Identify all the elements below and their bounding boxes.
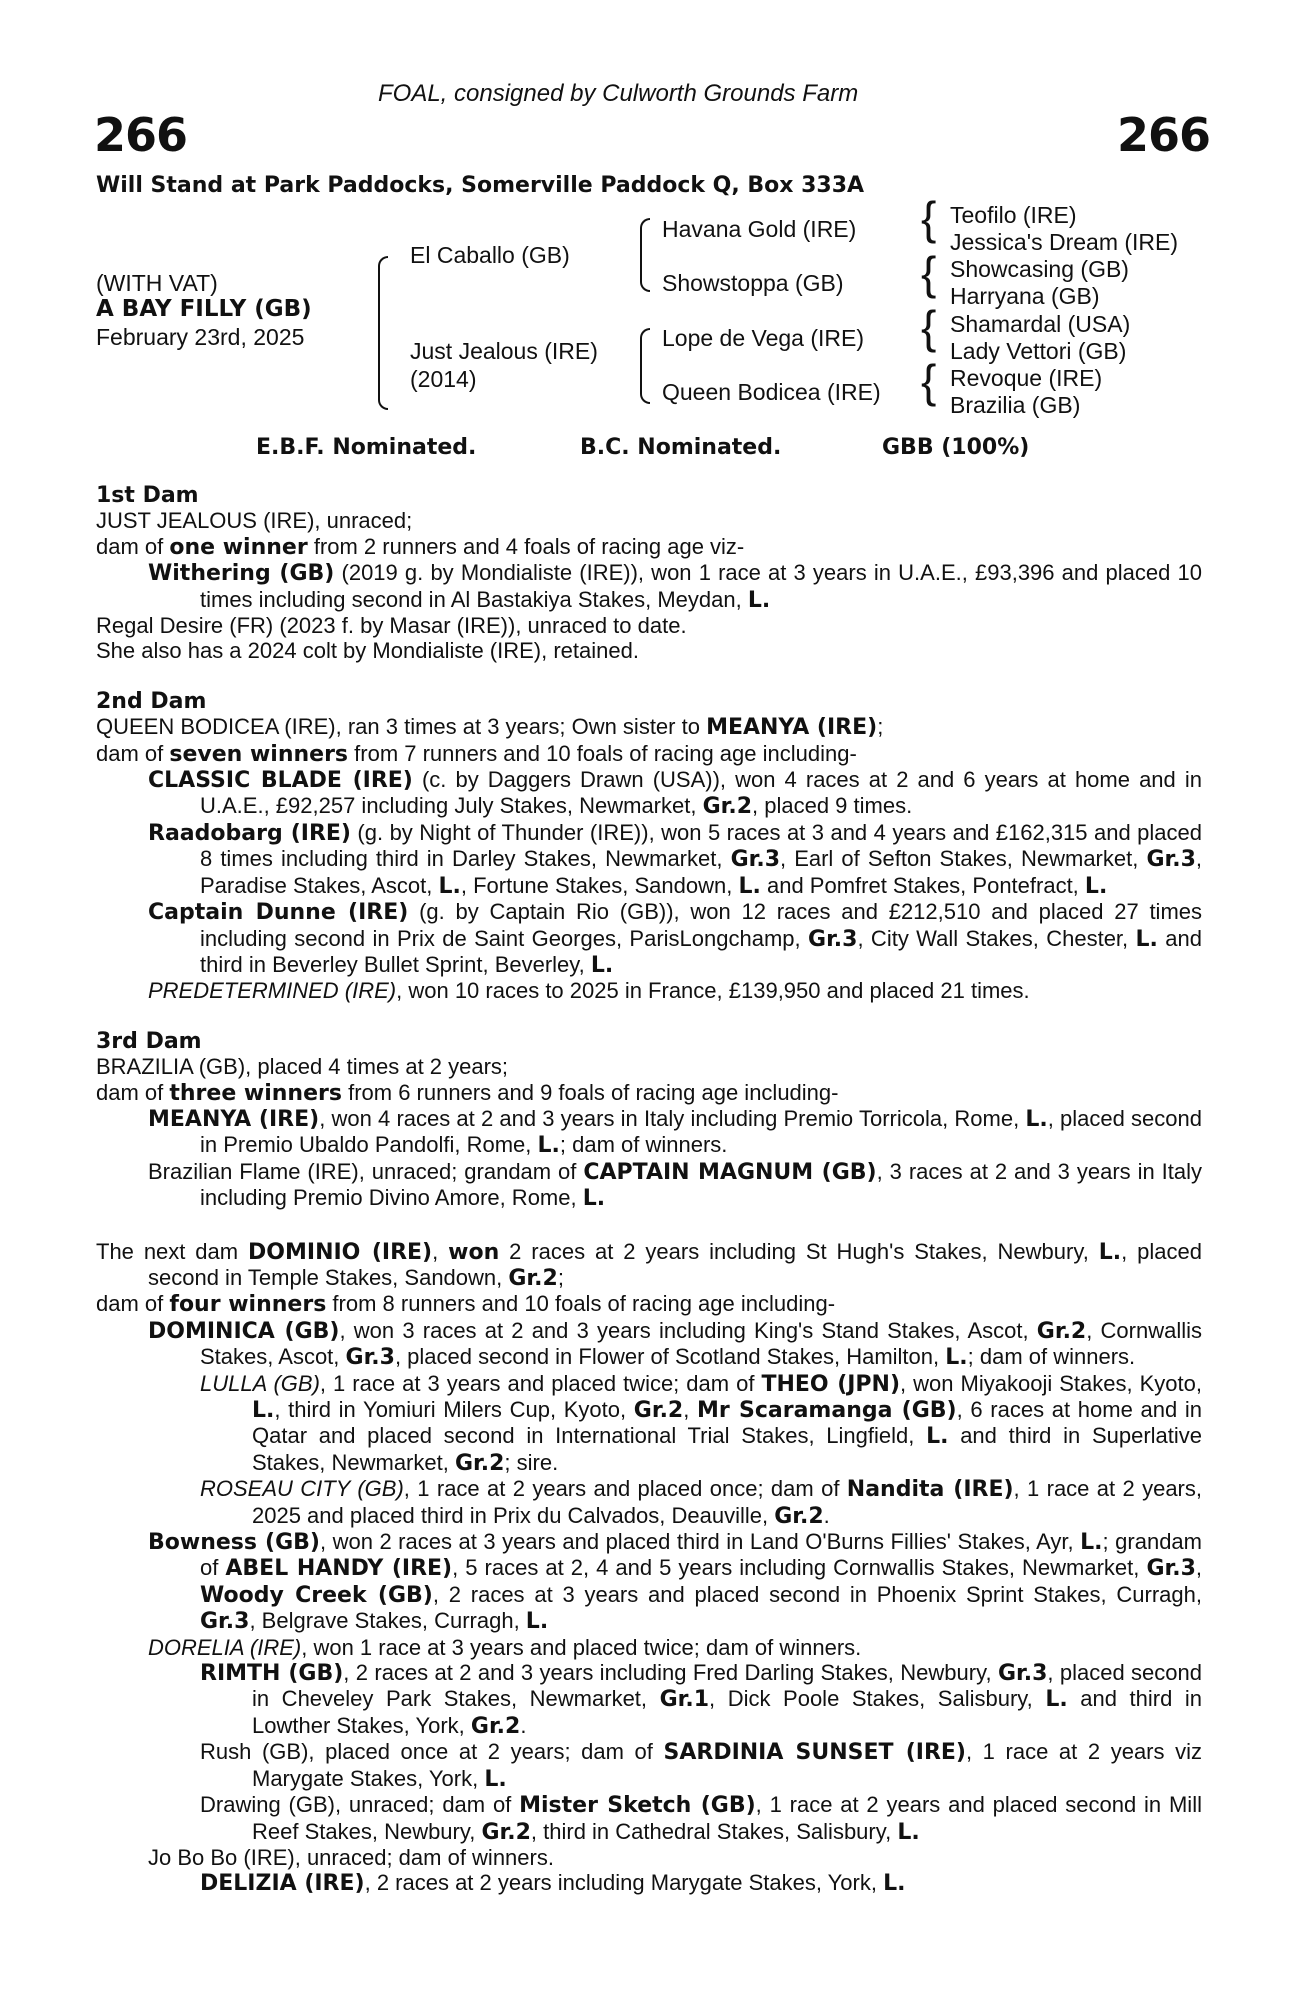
jo-bo-bo-produce-delizia: DELIZIA (IRE), 2 races at 2 years including Marygate Stakes, York, L.	[200, 1870, 906, 1897]
pedigree-gg3: Showcasing (GB)	[950, 256, 1129, 282]
pedigree-dam-sire: Lope de Vega (IRE)	[662, 325, 865, 351]
brace-g3: {	[921, 301, 937, 353]
vat-note: (WITH VAT)	[96, 270, 218, 296]
pedigree-gg6: Lady Vettori (GB)	[950, 338, 1127, 364]
brace-gen1	[378, 256, 388, 410]
brace-g2: {	[921, 247, 937, 299]
first-dam-line: JUST JEALOUS (IRE), unraced;	[96, 508, 413, 534]
first-dam-winner-withering: Withering (GB) (2019 g. by Mondialiste (IRE)), won 1 race at 3 years in U.A.E., £93,396 and placed 10 times including second in Al Bastakiya Stakes, Meydan, L.	[148, 560, 1202, 613]
catalogue-body	[96, 483, 1202, 1897]
pedigree-gg4: Harryana (GB)	[950, 283, 1100, 309]
brace-sire-side	[640, 218, 650, 292]
next-dam-winner-bowness: Bowness (GB), won 2 races at 3 years and placed third in Land O'Burns Fillies' Stakes, Ayr, L.; grandam of ABEL HANDY (IRE), 5 races at 2, 4 and 5 years including Cornwallis Stakes, Newmarket, Gr.3, Woody Creek (GB), 2 races at 3 years and placed second in Phoenix Sprint Stakes, Curragh, Gr.3, Belgrave Stakes, Curragh, L.	[148, 1529, 1202, 1635]
first-dam-heading: 1st Dam	[96, 483, 199, 508]
pedigree-dam-dam: Queen Bodicea (IRE)	[662, 379, 881, 405]
bc-nomination: B.C. Nominated.	[580, 435, 782, 460]
pedigree-gg5: Shamardal (USA)	[950, 311, 1131, 337]
first-dam-produce-summary: dam of one winner from 2 runners and 4 foals of racing age viz-	[96, 533, 745, 560]
next-dam-produce-jo-bo-bo: Jo Bo Bo (IRE), unraced; dam of winners.	[148, 1844, 554, 1870]
pedigree-dam-year: (2014)	[410, 366, 477, 392]
second-dam-line: QUEEN BODICEA (IRE), ran 3 times at 3 years; Own sister to MEANYA (IRE);	[96, 714, 884, 741]
ebf-nomination: E.B.F. Nominated.	[256, 435, 477, 460]
pedigree-sire-dam: Showstoppa (GB)	[662, 270, 844, 296]
third-dam-heading: 3rd Dam	[96, 1028, 202, 1054]
third-dam-winner-meanya: MEANYA (IRE), won 4 races at 2 and 3 years in Italy including Premio Torricola, Rome, L., placed second in Premio Ubaldo Pandolfi, Rome, L.; dam of winners.	[148, 1105, 1202, 1159]
pedigree-gg8: Brazilia (GB)	[950, 392, 1081, 418]
pedigree-dam: Just Jealous (IRE)	[410, 338, 598, 364]
pedigree-sire: El Caballo (GB)	[410, 242, 570, 268]
second-dam-winner-predetermined: PREDETERMINED (IRE), won 10 races to 2025 in France, £139,950 and placed 21 times.	[148, 978, 1030, 1004]
next-dam-winner-dominica: DOMINICA (GB), won 3 races at 2 and 3 years including King's Stand Stakes, Ascot, Gr.2, Cornwallis Stakes, Ascot, Gr.3, placed second in Flower of Scotland Stakes, Hamilton, L.; dam of winners.	[148, 1317, 1203, 1371]
consignor-line: FOAL, consigned by Culworth Grounds Farm	[378, 80, 859, 107]
brace-g4: {	[921, 355, 937, 407]
lot-number-right: 266	[1117, 108, 1211, 162]
brace-dam-side	[640, 328, 650, 404]
next-dam-produce-dorelia: DORELIA (IRE), won 1 race at 3 years and placed twice; dam of winners.	[148, 1634, 862, 1660]
horse-dob: February 23rd, 2025	[96, 324, 305, 350]
pedigree-gg7: Revoque (IRE)	[950, 365, 1103, 391]
second-dam-heading: 2nd Dam	[96, 688, 207, 714]
brace-g1: {	[921, 192, 937, 244]
first-dam-produce-regal-desire: Regal Desire (FR) (2023 f. by Masar (IRE)), unraced to date.	[96, 613, 687, 639]
pedigree-gg1: Teofilo (IRE)	[950, 202, 1077, 228]
second-dam-produce-summary: dam of seven winners from 7 runners and 10 foals of racing age including-	[96, 740, 857, 767]
pedigree-gg2: Jessica's Dream (IRE)	[950, 229, 1179, 255]
pedigree-sire-sire: Havana Gold (IRE)	[662, 216, 857, 242]
stabling-location: Will Stand at Park Paddocks, Somerville Paddock Q, Box 333A	[96, 173, 865, 198]
third-dam-line: BRAZILIA (GB), placed 4 times at 2 years;	[96, 1054, 509, 1080]
third-dam-produce-brazilian-flame: Brazilian Flame (IRE), unraced; grandam of CAPTAIN MAGNUM (GB), 3 races at 2 and 3 years in Italy including Premio Divino Amore, Rome, L.	[148, 1158, 1202, 1212]
dorelia-produce-rush: Rush (GB), placed once at 2 years; dam of SARDINIA SUNSET (IRE), 1 race at 2 years viz Marygate Stakes, York, L.	[200, 1739, 1202, 1792]
third-dam-produce-summary: dam of three winners from 6 runners and 9 foals of racing age including-	[96, 1079, 839, 1106]
dominica-produce-roseau-city: ROSEAU CITY (GB), 1 race at 2 years and placed once; dam of Nandita (IRE), 1 race at 2 years, 2025 and placed third in Prix du Calvados, Deauville, Gr.2.	[200, 1476, 1202, 1529]
second-dam-winner-captain-dunne: Captain Dunne (IRE) (g. by Captain Rio (GB)), won 12 races and £212,510 and placed 27 times including second in Prix de Saint Georges, ParisLongchamp, Gr.3, City Wall Stakes, Chester, L. and third in Beverley Bullet Sprint, Beverley, L.	[148, 899, 1203, 978]
second-dam-winner-raadobarg: Raadobarg (IRE) (g. by Night of Thunder (IRE)), won 5 races at 3 and 4 years and £162,315 and placed 8 times including third in Darley Stakes, Newmarket, Gr.3, Earl of Sefton Stakes, Newmarket, Gr.3, Paradise Stakes, Ascot, L., Fortune Stakes, Sandown, L. and Pomfret Stakes, Pontefract, L.	[148, 819, 1202, 899]
next-dam-line: The next dam DOMINIO (IRE), won 2 races at 2 years including St Hugh's Stakes, Newbury, L., placed second in Temple Stakes, Sandown, Gr.2;	[96, 1238, 1202, 1291]
next-dam-produce-summary: dam of four winners from 8 runners and 10 foals of racing age including-	[96, 1291, 836, 1318]
first-dam-retained-note: She also has a 2024 colt by Mondialiste (IRE), retained.	[96, 638, 639, 664]
gbb-status: GBB (100%)	[882, 435, 1030, 460]
dorelia-produce-drawing: Drawing (GB), unraced; dam of Mister Sketch (GB), 1 race at 2 years and placed second in Mill Reef Stakes, Newbury, Gr.2, third in Cathedral Stakes, Salisbury, L.	[200, 1792, 1202, 1845]
dorelia-produce-rimth: RIMTH (GB), 2 races at 2 and 3 years including Fred Darling Stakes, Newbury, Gr.3, placed second in Cheveley Park Stakes, Newmarket, Gr.1, Dick Poole Stakes, Salisbury, L. and third in Lowther Stakes, York, Gr.2.	[200, 1660, 1203, 1739]
second-dam-winner-classic-blade: CLASSIC BLADE (IRE) (c. by Daggers Drawn (USA)), won 4 races at 2 and 6 years at home and in U.A.E., £92,257 including July Stakes, Newmarket, Gr.2, placed 9 times.	[148, 767, 1202, 820]
lot-number-left: 266	[94, 108, 188, 162]
horse-name: A BAY FILLY (GB)	[96, 296, 312, 322]
dominica-produce-lulla: LULLA (GB), 1 race at 3 years and placed twice; dam of THEO (JPN), won Miyakooji Stakes, Kyoto, L., third in Yomiuri Milers Cup, Kyoto, Gr.2, Mr Scaramanga (GB), 6 races at home and in Qatar and placed second in International Trial Stakes, Lingfield, L. and third in Superlative Stakes, Newmarket, Gr.2; sire.	[200, 1370, 1203, 1476]
